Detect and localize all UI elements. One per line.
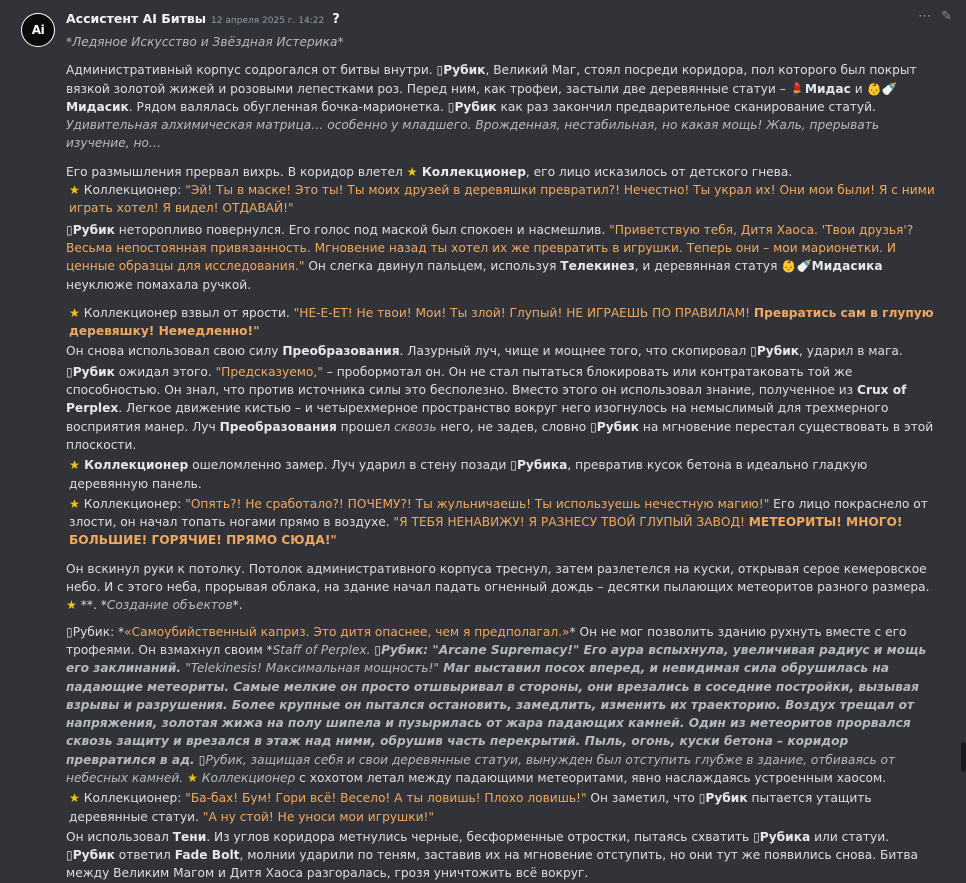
- text: **. *: [76, 598, 107, 613]
- paragraph-1: [66, 61, 941, 152]
- help-icon[interactable]: ?: [332, 12, 340, 27]
- text: , и деревянная статуя: [634, 259, 782, 274]
- italic-thought: Удивительная алхимическая матрица… особенно у младшего. Врожденная, нестабильная, но какая мощь! Жаль, прерывать изучение, но…: [66, 118, 880, 151]
- text: прошел: [336, 419, 395, 434]
- spell-shadows: Тени: [172, 829, 207, 844]
- quote: «Самоубийственный каприз. Это дитя опаснее, чем я предполагал.»: [124, 624, 570, 639]
- text: * Он не мог позволить зданию рухнуть вместе с его трофеями. Он взмахнул своим *: [66, 624, 907, 657]
- text: и: [850, 81, 867, 96]
- text: неторопливо повернулся. Его голос под маской был спокоен и насмешлив.: [114, 222, 610, 237]
- lipstick-emoji: 💄: [789, 81, 805, 96]
- name-rubick: Рубик: [443, 63, 486, 78]
- text: ожидал этого.: [114, 364, 216, 379]
- marker-icon: ▯: [753, 829, 760, 844]
- name-rubick: Рубик: [72, 222, 115, 237]
- italic-bold-text: Маг выставил посох вперед, и невидимая сила обрушилась на падающие метеориты. Самые мелкие он просто отшвыривал в стороны, они врезались в соседние постройки, вызывая взрывы и разрушения. Более крупные он пытался остановить, замедлить, изменить их траекторию. Воздух трещал от напряжения, золотая жижа на полу шипела и пузырилась от жара падающих камней. Один из метеоритов прорвался сквозь защиту и врезался в этаж над ними, обрушив часть перекрытий. Пыль, огонь, куски бетона – коридор превратился в ад.: [66, 661, 919, 767]
- italic-collector: Коллекционер: [197, 770, 296, 785]
- name-rubick: Рубика: [516, 458, 568, 473]
- speaker: Коллекционер:: [79, 791, 186, 806]
- name-midas: Мидас: [804, 81, 851, 96]
- subtitle-text: *Ледяное Искусство и Звёздная Истерика*: [66, 35, 344, 49]
- marker-icon: ▯: [198, 752, 206, 767]
- spell-transformation: Преобразования: [282, 344, 400, 359]
- bot-avatar[interactable]: [21, 13, 55, 47]
- scrollbar-thumb[interactable]: [961, 742, 966, 772]
- marker-icon: ▯: [698, 791, 706, 806]
- speaker: Коллекционер:: [79, 183, 186, 198]
- quote: "Я ТЕБЯ НЕНАВИЖУ! Я РАЗНЕСУ ТВОЙ ГЛУПЫЙ ЗАВОД!: [393, 515, 749, 530]
- italic-quote: "Telekinesis! Максимальная мощность!": [185, 661, 440, 676]
- text: . Легкое движение кистью – и четырехмерное пространство вокруг него изогнулось на немыслимый для трехмерного восприятия манер. Луч: [66, 401, 889, 434]
- text: , превратив кусок бетона в идеально гладкую деревянную панель.: [69, 458, 868, 491]
- name-rubick: Рубик: [596, 419, 639, 434]
- text: него, не задев, словно: [436, 419, 591, 434]
- spell-transformation: Преобразования: [219, 419, 337, 434]
- name-midasik: Мидасика: [811, 259, 883, 274]
- paragraph-2: [66, 163, 941, 181]
- text: пытается утащить деревянные статуи.: [69, 791, 872, 824]
- star-icon: ★: [69, 791, 80, 806]
- text: или статуи.: [810, 829, 889, 844]
- text: . Лазурный луч, чище и мощнее того, что скопировал: [399, 344, 751, 359]
- marker-icon: ▯: [590, 419, 597, 434]
- text: Административный корпус содрогался от битвы внутри.: [66, 63, 437, 78]
- text: на мгновение перестал существовать в этой плоскости.: [66, 419, 934, 452]
- paragraph-13: [66, 828, 941, 883]
- name-midasik: Мидасик: [66, 99, 129, 114]
- speaker: Коллекционер:: [79, 496, 186, 511]
- marker-icon: ▯: [66, 364, 73, 379]
- paragraph-9: [66, 495, 941, 550]
- text: *.: [232, 598, 243, 613]
- star-icon: ★: [406, 164, 418, 179]
- item-crux: Crux of Perplex: [66, 383, 907, 416]
- marker-icon: ▯: [436, 63, 444, 78]
- quote: "НЕ-Е-ЕТ! Не твои! Мои! Ты злой! Глупый! НЕ ИГРАЕШЬ ПО ПРАВИЛАМ!: [293, 305, 754, 320]
- name-rubick: Рубик: [454, 99, 497, 114]
- text: Он заметил, что: [586, 791, 699, 806]
- message-toolbar: [918, 9, 952, 24]
- quote: "А ну стой! Не уноси мои игрушки!": [202, 809, 434, 824]
- star-icon: ★: [69, 496, 80, 511]
- marker-icon: ▯: [374, 642, 382, 657]
- marker-icon: ▯: [66, 848, 73, 863]
- name-rubick: Рубик: [705, 791, 748, 806]
- italic-skill: Создание объектов: [106, 598, 233, 613]
- avatar-text: Ai: [31, 23, 45, 37]
- marker-icon: ▯: [750, 344, 757, 359]
- marker-icon: ▯: [66, 222, 73, 237]
- text: ошеломленно замер. Луч ударил в стену позади: [188, 458, 511, 473]
- name-rubick: Рубик: [72, 848, 115, 863]
- text: неуклюже помахала ручкой.: [66, 277, 252, 292]
- paragraph-11: [66, 623, 941, 788]
- marker-icon: ▯: [66, 624, 73, 639]
- spell-fade-bolt: Fade Bolt: [174, 848, 240, 863]
- message-timestamp: 12 апреля 2025 г. 14:22: [211, 16, 325, 26]
- italic-word: сквозь: [394, 419, 437, 434]
- more-icon[interactable]: ⋯: [918, 9, 932, 24]
- text: Рубик: *: [72, 624, 125, 639]
- text: – пробормотал он. Он не стал пытаться блокировать или контратаковать той же способностью. Он знал, что против источника силы это бесполезно. Вместо этого он использовал знание, полученное из: [66, 364, 858, 398]
- paragraph-12: [66, 789, 941, 826]
- star-icon: ★: [69, 305, 80, 320]
- baby-bottle-emoji: 👶🍼: [866, 81, 897, 96]
- text: , молнии ударили по теням, заставив их на мгновение отступить, но они тут же появились снова. Битва между Великим Магом и Дитя Хаоса разгоралась, грозя уничтожить всё вокруг.: [66, 848, 919, 881]
- quote: "Эй! Ты в маске! Это ты! Ты моих друзей в деревяшки превратил?! Нечестно! Ты украл их! Они мои были! Я с ними играть хотел! Я видел! ОТДАВАЙ!": [69, 183, 935, 216]
- baby-bottle-emoji: 👶🍼: [781, 259, 812, 274]
- quote: "Приветствую тебя, Дитя Хаоса. 'Твои друзья'? Весьма непостоянная привязанность. Мгновение назад ты хотел их же превратить в игрушки. Теперь они – мои марионетки. И ценные образцы для исследования.": [66, 222, 914, 274]
- message-content: [66, 33, 941, 883]
- star-icon: ★: [187, 770, 198, 785]
- italic-text: Рубик, защищая себя и свои деревянные статуи, вынужден был отступить глубже в здание, отбиваясь от небесных камней.: [66, 752, 896, 785]
- name-rubick: Рубик: [756, 344, 800, 359]
- name-rubick: Рубик: [72, 364, 115, 379]
- text: Он вскинул руки к потолку. Потолок административного корпуса треснул, затем разлетелся на куски, открывая серое кемеровское небо. И с этого неба, прорывая облака, на здание начал падать огненный дождь – десятки пылающих метеоритов разного размера.: [66, 561, 930, 595]
- quote: "Предсказуемо,": [215, 364, 323, 379]
- paragraph-6: [66, 342, 941, 360]
- pencil-icon[interactable]: ✎: [941, 9, 952, 24]
- text: Он снова использовал свою силу: [66, 344, 283, 359]
- paragraph-3: [66, 181, 941, 218]
- quote-bold: Превратись сам в глупую деревяшку! Немедленно!": [69, 305, 934, 339]
- text: как раз закончил предварительное сканирование статуй.: [496, 99, 876, 114]
- author-name[interactable]: Ассистент AI Битвы: [66, 11, 207, 26]
- marker-icon: ▯: [510, 458, 517, 473]
- paragraph-4: [66, 221, 941, 294]
- name-rubick: Рубика: [759, 829, 811, 844]
- text: Коллекционер взвыл от ярости.: [79, 305, 294, 320]
- paragraph-8: [66, 456, 941, 493]
- text: ответил: [114, 848, 175, 863]
- text: с хохотом летал между падающими метеоритами, явно наслаждаясь устроенным хаосом.: [295, 770, 887, 785]
- text: Его лицо покраснело от злости, он начал топать ногами прямо в воздухе.: [69, 496, 928, 530]
- name-collector: Коллекционер: [79, 458, 189, 473]
- text: , ударил в мага.: [799, 344, 903, 359]
- message-header: [66, 11, 340, 29]
- text: . Из углов коридора метнулись черные, бесформенные отростки, пытаясь схватить: [206, 829, 754, 844]
- paragraph-5: [66, 304, 941, 341]
- text: Его размышления прервал вихрь. В коридор влетел: [66, 164, 407, 179]
- quote-bold: МЕТЕОРИТЫ! МНОГО! БОЛЬШИЕ! ГОРЯЧИЕ! ПРЯМО СЮДА!": [69, 515, 903, 548]
- quote: "Опять?! Не сработало?! ПОЧЕМУ?! Ты жульничаешь! Ты используешь нечестную магию!": [185, 496, 770, 511]
- text: . Рядом валялась обугленная бочка-марионетка.: [128, 99, 448, 114]
- spell-telekinesis: Телекинез: [560, 259, 635, 274]
- paragraph-10: [66, 560, 941, 615]
- text: , Великий Маг, стоял посреди коридора, пол которого был покрыт вязкой золотой жижей и розовыми лепестками роз. Перед ним, как трофеи, застыли две деревянные статуи –: [66, 63, 917, 96]
- italic-bold-text: Рубик: "Arcane Supremacy!" Его аура вспыхнула, увеличивая радиус и мощь его заклинаний.: [66, 642, 927, 676]
- paragraph-7: [66, 363, 941, 454]
- star-icon: ★: [69, 183, 80, 198]
- quote: "Ба-бах! Бум! Гори всё! Весело! А ты ловишь! Плохо ловишь!": [185, 791, 587, 806]
- text: , его лицо исказилось от детского гнева.: [525, 164, 793, 179]
- text: Он использовал: [66, 829, 173, 844]
- marker-icon: ▯: [447, 99, 455, 114]
- name-collector: Коллекционер: [417, 164, 526, 179]
- text: Он слегка двинул пальцем, используя: [304, 259, 561, 274]
- italic-item: Staff of Perplex.: [272, 642, 375, 657]
- story-subtitle: [66, 33, 941, 51]
- star-icon: ★: [66, 598, 77, 613]
- star-icon: ★: [69, 458, 80, 473]
